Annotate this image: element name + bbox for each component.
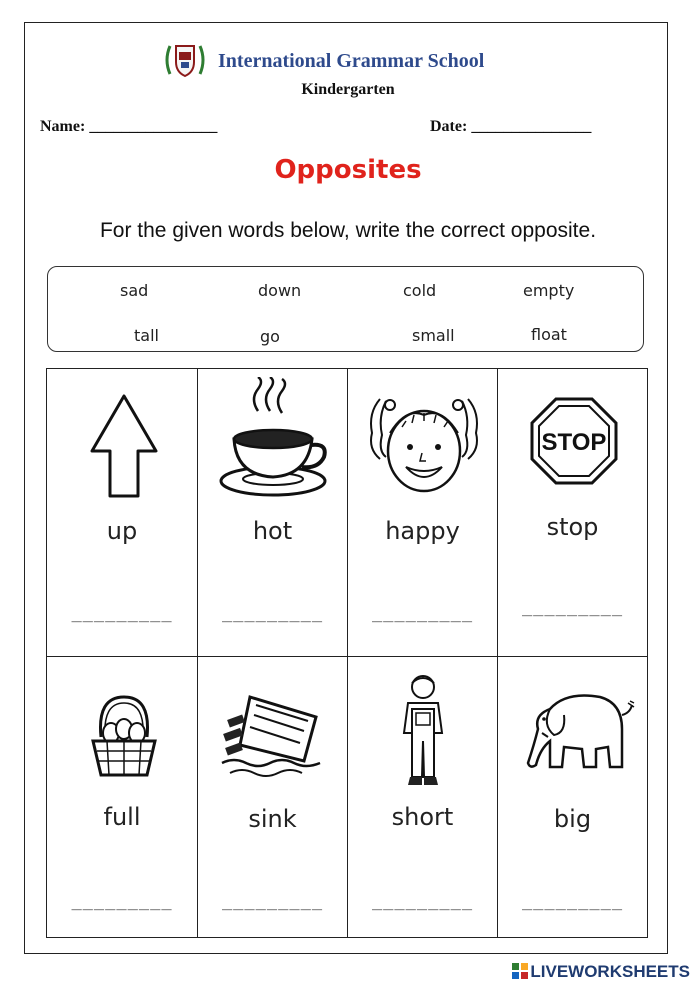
card-word: up xyxy=(106,517,138,545)
date-field[interactable] xyxy=(430,118,591,136)
card-stop xyxy=(498,369,647,657)
card-full xyxy=(47,657,198,937)
card-hot xyxy=(198,369,348,657)
card-word: happy xyxy=(385,517,460,545)
stop-sign-icon xyxy=(530,397,618,485)
card-big xyxy=(498,657,647,937)
word-bank xyxy=(47,266,644,352)
word-bank-item[interactable]: down xyxy=(258,281,302,300)
answer-blank[interactable]: _________ xyxy=(71,891,173,911)
word-bank-item[interactable]: empty xyxy=(523,281,575,300)
egg-basket-icon xyxy=(87,693,161,779)
answer-blank[interactable]: _________ xyxy=(371,603,474,623)
card-short xyxy=(348,657,498,937)
grade-label: Kindergarten xyxy=(301,81,395,98)
instructions: For the given words below, write the correct opposite. xyxy=(99,219,597,242)
answer-blank[interactable]: _________ xyxy=(371,891,474,911)
name-label: Name: xyxy=(40,118,86,135)
card-word: full xyxy=(103,803,141,831)
card-word: hot xyxy=(252,517,293,545)
card-word: short xyxy=(391,803,454,831)
word-bank-item[interactable]: cold xyxy=(403,281,437,300)
answer-blank[interactable]: _________ xyxy=(221,603,324,623)
arrow-up-icon xyxy=(89,393,159,499)
girl-face-icon xyxy=(366,393,482,497)
word-bank-item[interactable]: float xyxy=(531,325,567,344)
liveworksheets-icon xyxy=(512,963,528,979)
word-bank-item[interactable]: tall xyxy=(134,326,159,345)
word-bank-item[interactable]: sad xyxy=(120,281,149,300)
answer-blank[interactable]: _________ xyxy=(221,891,324,911)
answer-blank[interactable]: _________ xyxy=(521,891,624,911)
name-line: ________________ xyxy=(89,118,218,135)
boy-icon xyxy=(398,673,448,791)
school-crest-icon xyxy=(162,40,208,80)
elephant-icon xyxy=(520,685,636,775)
school-name: International Grammar School xyxy=(218,50,485,72)
card-happy xyxy=(348,369,498,657)
word-bank-item[interactable]: small xyxy=(412,326,455,345)
name-field[interactable] xyxy=(40,118,217,136)
stop-sign-text: STOP xyxy=(541,429,607,456)
footer-brand: LIVEWORKSHEETS xyxy=(530,962,690,981)
card-up xyxy=(47,369,198,657)
card-word: big xyxy=(553,805,592,833)
teacup-icon xyxy=(218,377,328,501)
sinking-ship-icon xyxy=(220,687,324,779)
answer-blank[interactable]: _________ xyxy=(521,597,624,617)
word-bank-item[interactable]: go xyxy=(260,327,280,346)
cards-grid xyxy=(46,368,648,938)
date-label: Date: xyxy=(430,118,468,135)
card-sink xyxy=(198,657,348,937)
liveworksheets-logo[interactable] xyxy=(512,962,690,982)
date-line: _______________ xyxy=(471,118,592,135)
answer-blank[interactable]: _________ xyxy=(71,603,173,623)
page-title: Opposites xyxy=(274,155,422,185)
card-word: sink xyxy=(248,805,297,833)
card-word: stop xyxy=(546,513,599,541)
